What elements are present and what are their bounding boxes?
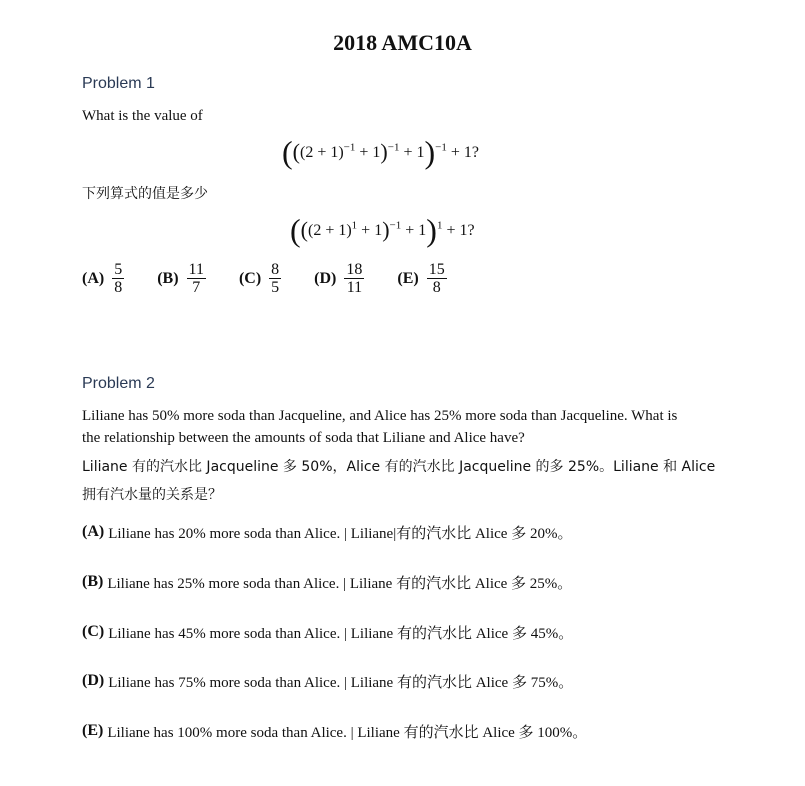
problem-2-question-cn-line1: Liliane 有的汽水比 Jacqueline 多 50%，Alice 有的汽水比 Jacqueline 的多 25%。Liliane 和 Alice: [82, 459, 716, 475]
problem-1-question-en: What is the value of: [82, 108, 203, 124]
paren-open-big: (: [290, 212, 301, 248]
choice-e[interactable]: [397, 261, 446, 296]
expr-plus-1b: + 1: [399, 144, 425, 161]
numerator: 15: [428, 261, 445, 278]
fraction: [112, 261, 124, 296]
option-label: (B): [82, 573, 104, 590]
option-label: (A): [82, 523, 105, 540]
choice-label: (C): [238, 269, 262, 287]
numerator: 18: [346, 261, 363, 278]
expr-exp-1: −1: [343, 141, 356, 154]
paren-open-mid: (: [300, 217, 308, 242]
option-label: (E): [82, 722, 104, 739]
denominator: 11: [346, 279, 363, 296]
option-text: Liliane has 25% more soda than Alice. | Liliane 有的汽水比 Alice 多 25%。: [107, 576, 573, 592]
option-label: (D): [82, 672, 105, 689]
choice-label: (B): [157, 269, 179, 287]
fraction: [269, 261, 281, 296]
problem-2-question-en-line1: Liliane has 50% more soda than Jacqueline, and Alice has 25% more soda than Jacqueline. What is: [82, 408, 678, 424]
expr-inner: (2 + 1): [299, 144, 344, 161]
problem-2-heading[interactable]: Problem 2: [82, 375, 155, 392]
expr-exp-3: 1: [436, 219, 443, 232]
option-a[interactable]: [82, 522, 572, 543]
option-text: Liliane has 45% more soda than Alice. | Liliane 有的汽水比 Alice 多 45%。: [108, 626, 574, 642]
option-text: Liliane has 20% more soda than Alice. | Liliane|有的汽水比 Alice 多 20%。: [108, 526, 573, 542]
choice-b[interactable]: [157, 261, 206, 296]
numerator: 5: [114, 261, 123, 278]
fraction: [427, 261, 447, 296]
option-b[interactable]: [82, 572, 572, 593]
denominator: 8: [114, 279, 123, 296]
problem-1-question-cn: 下列算式的值是多少: [82, 186, 208, 202]
expr-inner: (2 + 1): [307, 222, 352, 239]
option-e[interactable]: [82, 721, 587, 742]
choice-c[interactable]: [239, 261, 281, 296]
paren-close-big: ): [426, 212, 437, 248]
choice-a[interactable]: [82, 261, 124, 296]
paren-close-mid: ): [382, 217, 390, 242]
option-label: (C): [82, 623, 105, 640]
option-c[interactable]: [82, 622, 573, 643]
numerator: 8: [271, 261, 280, 278]
paren-open-mid: (: [292, 139, 300, 164]
expr-exp-2: −1: [387, 141, 400, 154]
option-text: Liliane has 100% more soda than Alice. | Liliane 有的汽水比 Alice 多 100%。: [107, 725, 588, 741]
choice-label: (E): [397, 269, 419, 287]
problem-1-choices: [82, 261, 480, 296]
fraction: [344, 261, 364, 296]
problem-2-question-cn-line2: 拥有汽水量的关系是？: [82, 487, 222, 503]
problem-1-expression-en: [282, 136, 479, 168]
expr-exp-1: 1: [351, 219, 358, 232]
option-d[interactable]: [82, 671, 573, 692]
expr-plus-1b: + ⁠1: [401, 222, 427, 239]
expr-tail: + 1?: [442, 222, 475, 239]
denominator: 7: [192, 279, 201, 296]
denominator: 5: [271, 279, 280, 296]
problem-1-expression-cn: [290, 214, 475, 246]
problem-1-heading[interactable]: Problem 1: [82, 75, 155, 92]
option-text: Liliane has 75% more soda than Alice. | Liliane 有的汽水比 Alice 多 75%。: [108, 675, 574, 691]
choice-label: (D): [314, 269, 337, 287]
choice-label: (A): [82, 269, 105, 287]
expr-exp-3: −1: [435, 141, 447, 154]
choice-d[interactable]: [314, 261, 364, 296]
expr-tail: + 1?: [446, 144, 479, 161]
numerator: 11: [188, 261, 204, 278]
paren-close-mid: ): [380, 139, 388, 164]
paren-open-big: (: [282, 134, 293, 170]
expr-plus-1a: + 1: [355, 144, 381, 161]
denominator: 8: [432, 279, 441, 296]
paren-close-big: ): [424, 134, 436, 170]
page-title: 2018 AMC10A: [333, 30, 472, 55]
problem-2-question-en-line2: the relationship between the amounts of soda that Liliane and Alice have?: [82, 430, 525, 446]
fraction: [187, 261, 206, 296]
expr-plus-1a: + 1: [357, 222, 383, 239]
expr-exp-2: −1: [389, 219, 402, 232]
